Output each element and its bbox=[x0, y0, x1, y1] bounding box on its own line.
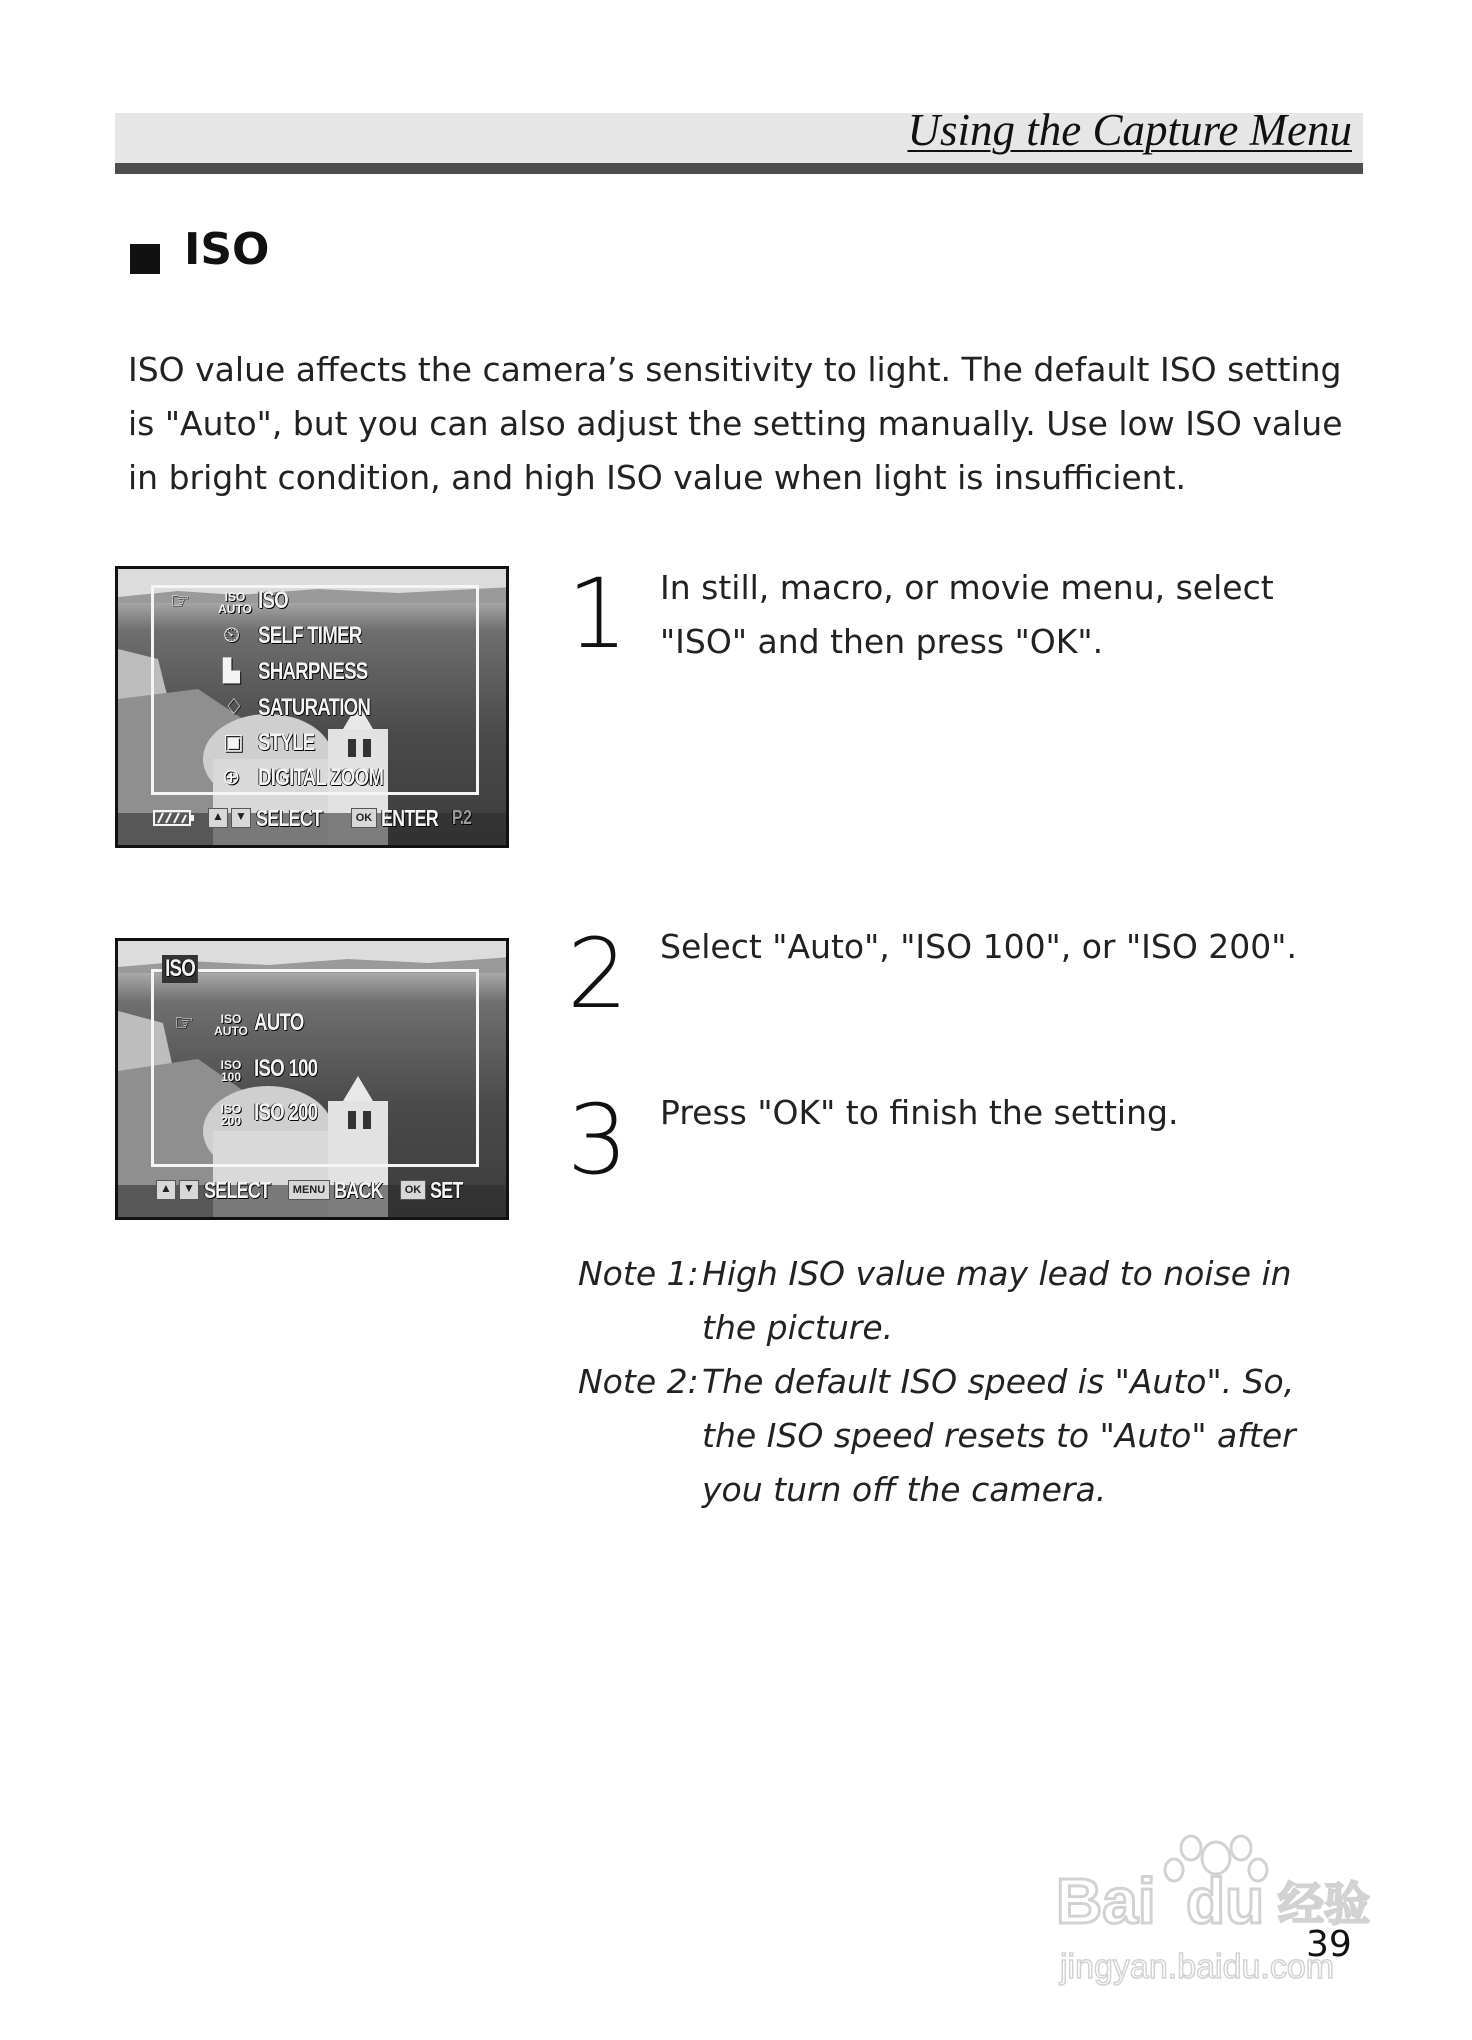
svg-text:du: du bbox=[1186, 1865, 1265, 1937]
note-2 bbox=[578, 1355, 1296, 1509]
svg-text:经验: 经验 bbox=[1278, 1877, 1370, 1931]
note-2-text: The default ISO speed is "Auto". So, the ISO speed resets to "Auto" after you turn off the camera. bbox=[702, 1362, 1296, 1509]
step-1-text: In still, macro, or movie menu, select "ISO" and then press "OK". bbox=[660, 568, 1274, 661]
menu-item-iso[interactable]: ISO bbox=[258, 587, 288, 614]
menu-item-self-timer[interactable]: SELF TIMER bbox=[258, 622, 362, 649]
footer-select-label: SELECT bbox=[204, 1177, 271, 1203]
footer-back-label: BACK bbox=[334, 1177, 383, 1203]
step-3-text: Press "OK" to finish the setting. bbox=[660, 1093, 1179, 1132]
footer-enter-label: ENTER bbox=[381, 805, 438, 831]
page-header-title: Using the Capture Menu bbox=[907, 105, 1352, 155]
down-arrow-icon: ▼ bbox=[179, 1180, 199, 1200]
note-1-text: High ISO value may lead to noise in the picture. bbox=[702, 1254, 1292, 1347]
section-title: ISO bbox=[184, 224, 270, 275]
iso-option-auto[interactable]: AUTO bbox=[254, 1009, 304, 1036]
note-1-label: Note 1: bbox=[578, 1254, 699, 1293]
camera-screen-capture-menu bbox=[115, 566, 509, 848]
svg-text:jingyan.baidu.com: jingyan.baidu.com bbox=[1060, 1948, 1335, 1986]
step-2-number: 2 bbox=[567, 918, 629, 1030]
digital-zoom-icon: ⊕ bbox=[222, 765, 241, 790]
section-bullet-icon bbox=[130, 244, 160, 274]
iso-option-200[interactable]: ISO 200 bbox=[254, 1099, 318, 1126]
svg-text:Bai: Bai bbox=[1056, 1865, 1156, 1937]
menu-item-style[interactable]: STYLE bbox=[258, 729, 315, 756]
menu-item-sharpness[interactable]: SHARPNESS bbox=[258, 658, 368, 685]
battery-icon bbox=[153, 809, 197, 827]
step-1-number: 1 bbox=[567, 558, 629, 670]
header-rule bbox=[115, 163, 1363, 174]
ok-key-icon: OK bbox=[351, 808, 377, 828]
menu-key-icon: MENU bbox=[288, 1180, 330, 1200]
iso-auto-icon: ISO AUTO bbox=[218, 590, 252, 616]
footer-select-label: SELECT bbox=[256, 805, 323, 831]
iso-auto-icon: ISO AUTO bbox=[214, 1012, 248, 1038]
pointer-hand-icon: ☞ bbox=[170, 589, 190, 614]
self-timer-icon: ⏲ bbox=[223, 623, 241, 648]
saturation-icon: ♢ bbox=[224, 695, 244, 720]
iso-200-icon: ISO 200 bbox=[220, 1102, 242, 1128]
note-2-label: Note 2: bbox=[578, 1362, 699, 1401]
up-arrow-icon: ▲ bbox=[208, 808, 228, 828]
menu-item-saturation[interactable]: SATURATION bbox=[258, 694, 371, 721]
step-3-number: 3 bbox=[567, 1084, 629, 1196]
ok-key-icon: OK bbox=[400, 1180, 426, 1200]
intro-paragraph: ISO value affects the camera’s sensitivity to light. The default ISO setting is "Auto", but you can also adjust the setting manually. Use low ISO value in bright condition, and high ISO value when light is insufficient. bbox=[128, 350, 1343, 497]
footer-set-label: SET bbox=[430, 1177, 463, 1203]
pointer-hand-icon: ☞ bbox=[174, 1011, 194, 1036]
up-arrow-icon: ▲ bbox=[156, 1180, 176, 1200]
menu-item-digital-zoom[interactable]: DIGITAL ZOOM bbox=[258, 764, 384, 791]
style-icon: ▣ bbox=[223, 730, 244, 755]
sharpness-icon: ▙ bbox=[223, 659, 240, 684]
down-arrow-icon: ▼ bbox=[231, 808, 251, 828]
iso-100-icon: ISO 100 bbox=[220, 1058, 242, 1084]
note-1 bbox=[578, 1247, 1292, 1347]
iso-menu-heading: ISO bbox=[162, 955, 198, 983]
iso-option-100[interactable]: ISO 100 bbox=[254, 1055, 318, 1082]
page-number: 39 bbox=[1306, 1924, 1352, 1965]
step-2-text: Select "Auto", "ISO 100", or "ISO 200". bbox=[660, 927, 1297, 966]
camera-screen-iso-menu bbox=[115, 938, 509, 1220]
footer-page-indicator: P.2 bbox=[452, 807, 472, 829]
